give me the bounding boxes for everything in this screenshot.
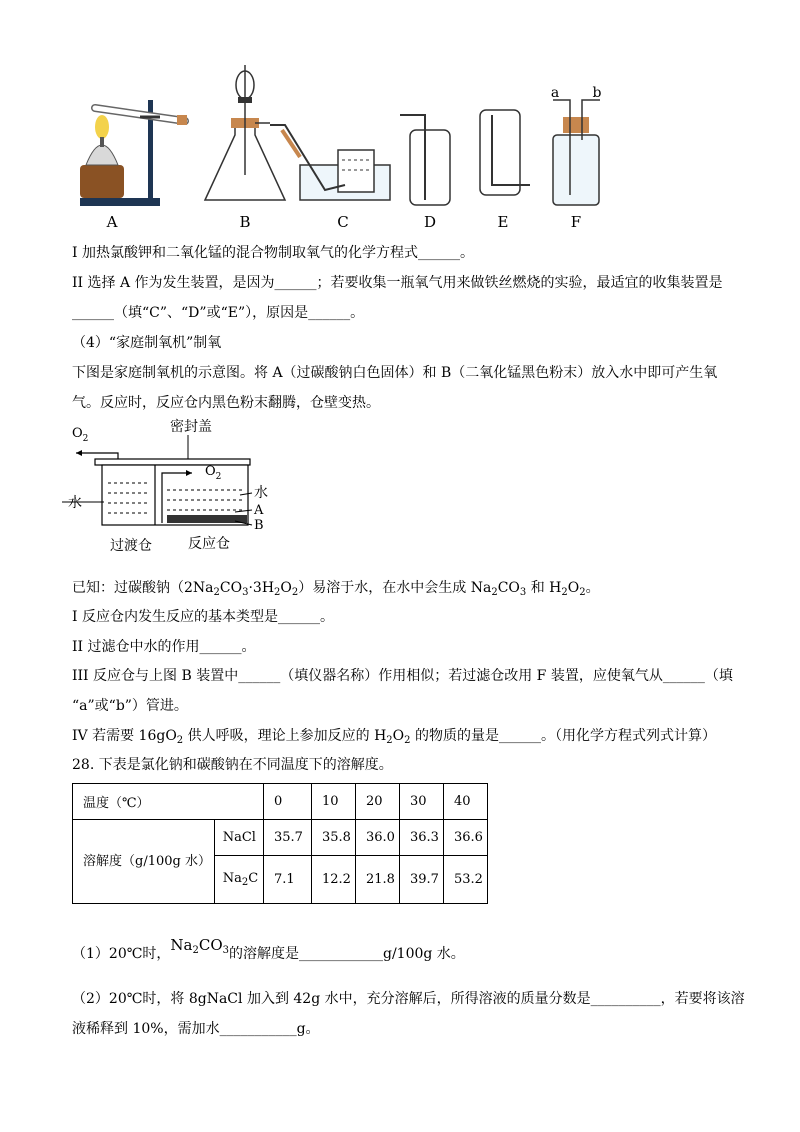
apparatus-label-a: A: [106, 213, 118, 231]
temp-30: 30: [400, 784, 444, 820]
apparatus-port-a: a: [550, 85, 560, 101]
label-a: A: [254, 503, 264, 518]
row-name-nacl: NaCl: [214, 820, 263, 856]
nacl-40: 36.6: [444, 820, 488, 856]
nacl-30: 36.3: [400, 820, 444, 856]
nacl-20: 36.0: [356, 820, 400, 856]
sealed-lid-label: 密封盖: [170, 419, 212, 435]
apparatus-label-b: B: [239, 213, 251, 231]
q-line-2: II 选择 A 作为发生装置，是因为______；若要收集一瓶氧气用来做铁丝燃烧的实验，最适宜的收集装置是: [72, 275, 723, 291]
q2-line-1: I 反应仓内发生反应的基本类型是______。: [72, 609, 334, 625]
label-b: B: [254, 518, 264, 533]
sealed-lid: [95, 459, 250, 465]
q28-title: 28. 下表是氯化钠和碳酸钠在不同温度下的溶解度。: [72, 757, 393, 773]
water-right-label: 水: [254, 485, 268, 501]
na2co3-40: 53.2: [444, 856, 488, 904]
o2-outlet-label: $O_2$: [72, 426, 89, 444]
q4-line: IV 若需要 $16gO_2$ 供人呼吸，理论上参加反应的 $H_2O_2$ 的物质的量是______。（用化学方程式列式计算）: [72, 728, 716, 746]
solubility-label: 溶解度（g/100g 水）: [73, 820, 215, 904]
apparatus-e: [480, 110, 530, 231]
sub2-line-1: （2）20℃时，将 8gNaCl 加入到 42g 水中，充分溶解后，所得溶液的质量分数是__________，若要将该溶: [72, 991, 745, 1007]
q-line-5: 下图是家庭制氧机的示意图。将 A（过碳酸钠白色固体）和 B（二氧化锰黑色粉末）放入水中即可产生氧: [72, 365, 718, 381]
q-line-4: （4）“家庭制氧机”制氧: [72, 335, 222, 351]
apparatus-c: [270, 125, 390, 231]
q2-line-3: III 反应仓与上图 B 装置中______（填仪器名称）作用相似；若过滤仓改用 F 装置，应使氧气从______（填: [72, 668, 733, 684]
q-line-6: 气。反应时，反应仓内黑色粉末翻腾，仓壁变热。: [72, 395, 380, 411]
solubility-table: [72, 783, 488, 904]
temp-0: 0: [264, 784, 312, 820]
apparatus-label-d: D: [423, 213, 437, 231]
apparatus-a: [80, 100, 187, 231]
na2co3-10: 12.2: [312, 856, 356, 904]
apparatus-b: [205, 65, 285, 231]
apparatus-label-c: C: [337, 213, 349, 231]
reaction-chamber-label: 反应仓: [188, 536, 230, 552]
o2-inner-label: $O_2$: [205, 464, 222, 482]
temp-20: 20: [356, 784, 400, 820]
nacl-10: 35.8: [312, 820, 356, 856]
na2co3-0: 7.1: [264, 856, 312, 904]
apparatus-label-f: F: [570, 213, 582, 231]
q2-line-2: II 过滤仓中水的作用______。: [72, 639, 256, 655]
sub2-line-2: 液稀释到 10%，需加水___________g。: [72, 1021, 320, 1037]
q-line-1: I 加热氯酸钾和二氧化锰的混合物制取氧气的化学方程式______。: [72, 245, 474, 261]
sub1-line: （1）20℃时，$Na_2CO_3$的溶解度是____________g/100g 水。: [72, 936, 465, 962]
apparatus-label-e: E: [497, 213, 509, 231]
row-name-na2co3: $Na_2C$: [214, 856, 263, 904]
known-info: 已知：过碳酸钠$(2Na_2CO_3\cdot 3H_2O_2)$易溶于水，在水中会生成 $Na_2CO_3$ 和 $H_2O_2$。: [72, 580, 600, 598]
q2-line-4: “a”或“b”）管进。: [72, 698, 188, 714]
na2co3-30: 39.7: [400, 856, 444, 904]
apparatus-d: [400, 115, 450, 231]
temp-10: 10: [312, 784, 356, 820]
q-line-3: ______（填“C”、“D”或“E”），原因是______。: [72, 305, 365, 321]
na2co3-20: 21.8: [356, 856, 400, 904]
oxygen-machine-diagram: [70, 415, 280, 560]
temp-40: 40: [444, 784, 488, 820]
apparatus-f: [551, 85, 602, 231]
nacl-0: 35.7: [264, 820, 312, 856]
temp-header: 温度（℃）: [73, 784, 264, 820]
transition-chamber-label: 过渡仓: [110, 538, 152, 554]
apparatus-figure: [60, 55, 620, 235]
water-left-label: 水: [68, 495, 82, 511]
apparatus-port-b: b: [592, 85, 602, 101]
